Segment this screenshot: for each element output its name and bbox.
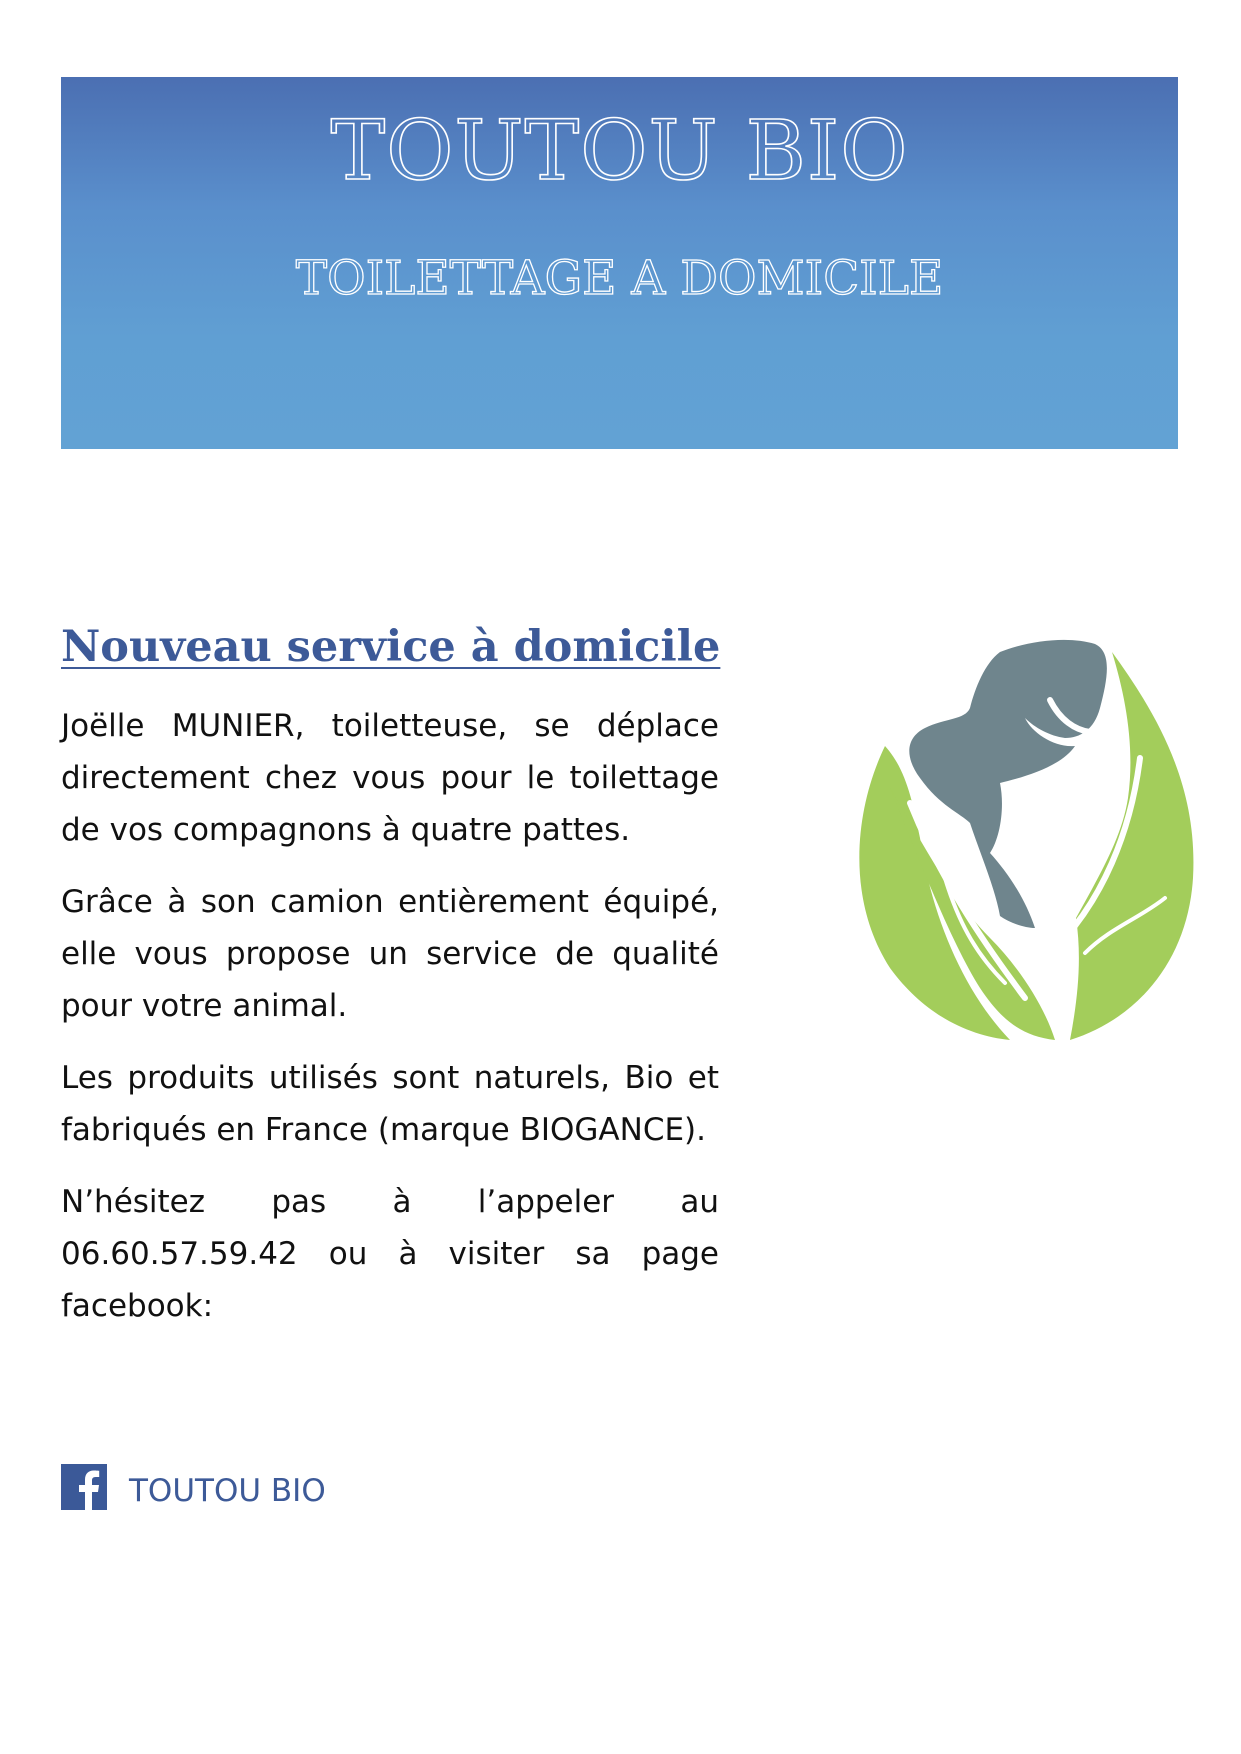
section-heading: Nouveau service à domicile bbox=[61, 622, 721, 672]
banner-title: TOUTOU BIO bbox=[330, 104, 909, 199]
paragraph-truck: Grâce à son camion entièrement équipé, elle vous propose un service de qualité pour votre animal. bbox=[61, 884, 719, 1024]
dog-leaf-logo bbox=[850, 638, 1195, 1043]
article-body bbox=[61, 700, 719, 1352]
paragraph-intro: Joëlle MUNIER, toiletteuse, se déplace directement chez vous pour le toilettage de vos compagnons à quatre pattes. bbox=[61, 708, 719, 848]
paragraph-products: Les produits utilisés sont naturels, Bio et fabriqués en France (marque BIOGANCE). bbox=[61, 1060, 719, 1148]
facebook-icon bbox=[61, 1464, 107, 1510]
facebook-page-label[interactable]: TOUTOU BIO bbox=[129, 1472, 326, 1509]
banner-subtitle: TOILETTAGE A DOMICILE bbox=[295, 251, 944, 306]
paragraph-contact: N’hésitez pas à l’appeler au 06.60.57.59.42 ou à visiter sa page facebook: bbox=[61, 1184, 719, 1324]
header-banner bbox=[61, 77, 1178, 449]
facebook-link[interactable] bbox=[61, 1463, 326, 1511]
